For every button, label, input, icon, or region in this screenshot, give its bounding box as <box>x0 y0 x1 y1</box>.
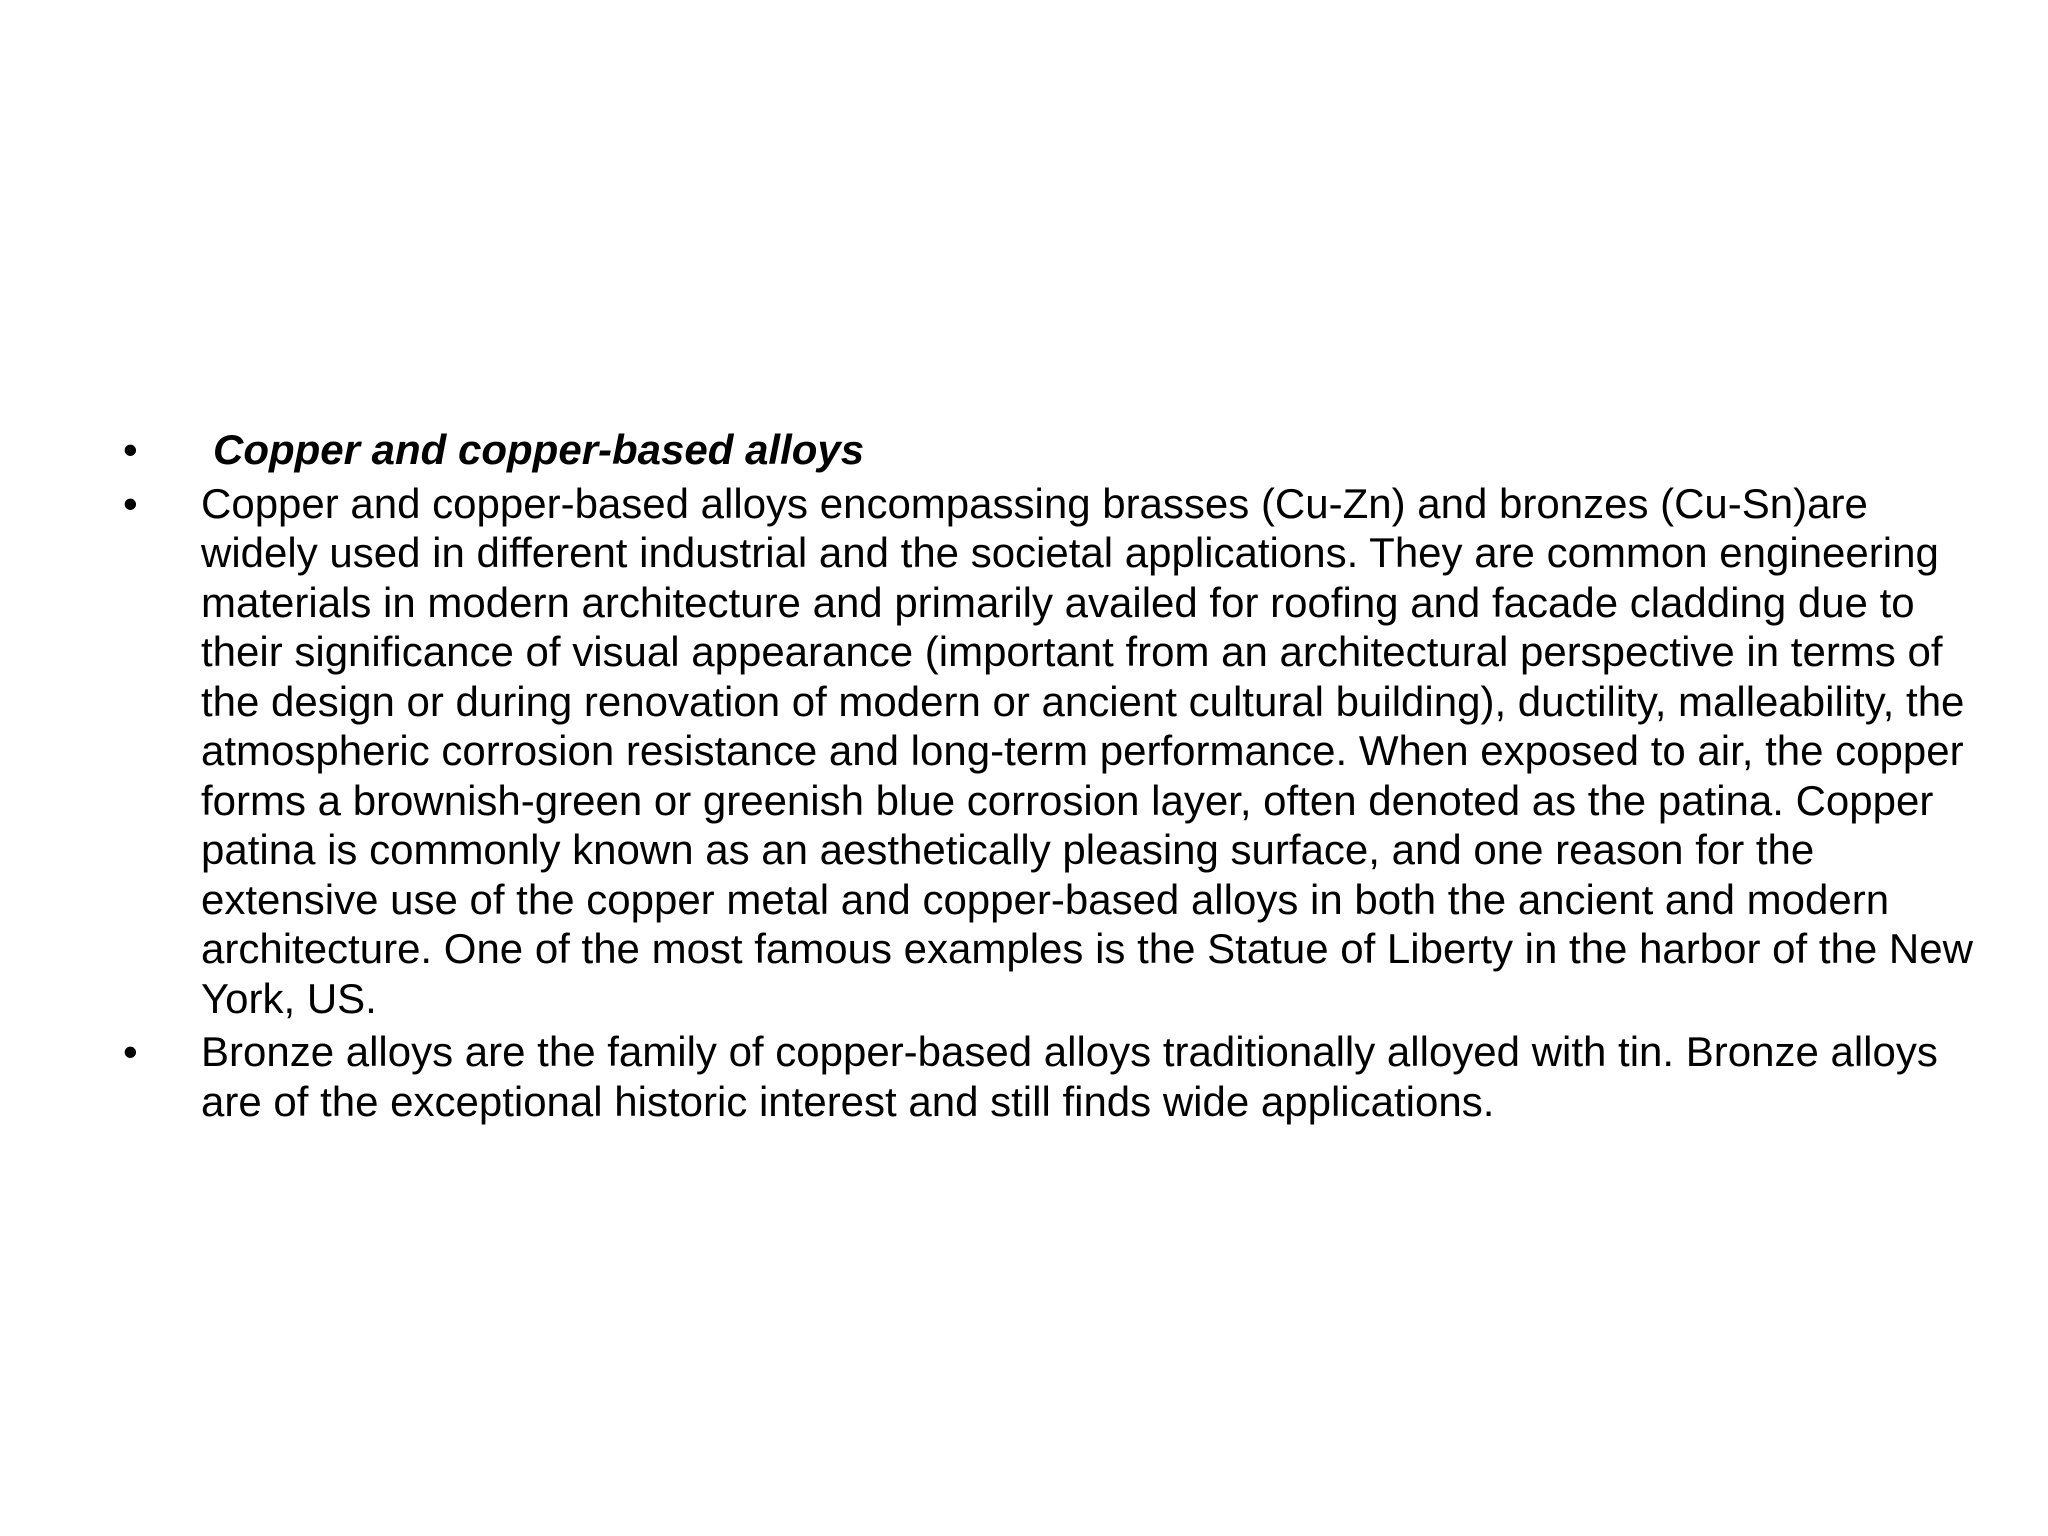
paragraph-copper-alloys: Copper and copper-based alloys encompassing brasses (Cu-Zn) and bronzes (Cu-Sn)are widely used in different industrial and the societal applications. They are common engineering materials in modern architecture and primarily availed for roofing and facade cladding due to their significance of visual appearance (important from an architectural perspective in terms of the design or during renovation of modern or ancient cultural building), ductility, malleability, the atmospheric corrosion resistance and long-term performance. When exposed to air, the copper forms a brownish-green or greenish blue corrosion layer, often denoted as the patina. Copper patina is commonly known as an aesthetically pleasing surface, and one reason for the extensive use of the copper metal and copper-based alloys in both the ancient and modern architecture. One of the most famous examples is the Statue of Liberty in the harbor of the New York, US. <box>201 479 1973 1022</box>
bullet-paragraph-copper <box>120 479 1980 1024</box>
bullet-icon: • <box>123 1028 138 1075</box>
bullet-paragraph-bronze <box>120 1027 1980 1126</box>
bullet-icon: • <box>123 426 138 473</box>
section-heading: Copper and copper-based alloys <box>213 426 865 473</box>
bullet-heading <box>120 425 1980 475</box>
bullet-list <box>120 425 1980 1130</box>
bullet-icon: • <box>123 479 138 527</box>
paragraph-bronze-alloys: Bronze alloys are the family of copper-based alloys traditionally alloyed with tin. Bronze alloys are of the exceptional historic interest and still finds wide applications. <box>201 1028 1938 1125</box>
